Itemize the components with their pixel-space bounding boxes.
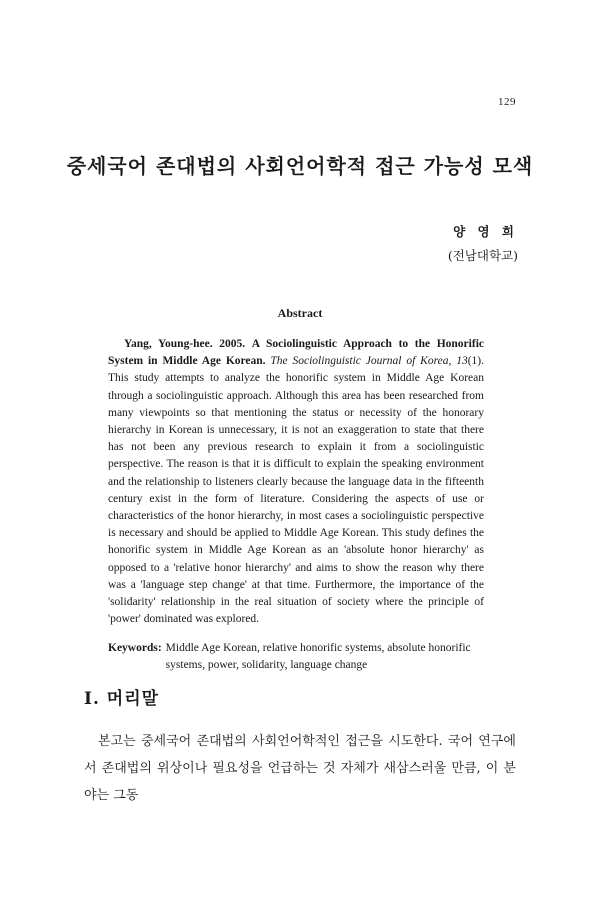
page-number: 129 (498, 96, 516, 108)
abstract-body (108, 336, 484, 628)
abstract-text: This study attempts to analyze the honorific system in Middle Age Korean through a sociolinguistic approach. Although this area has been researched from many viewpoints so that mentioning the status or necessity of the honorary hierarchy in Korean is unnecessary, it is not an exaggeration to state that there has not been any previous research to explain it from a sociolinguistic perspective. The reason is that it is difficult to explain the speaking environment and the relationship to listeners clearly because the language data in the fifteenth century exist in the form of literature. Considering the aspects of use or characteristics of the honor hierarchy, in most cases a sociolinguistic perspective is necessary and should be applied to Middle Age Korean. This study defines the honorific system in Middle Age Korean as an 'absolute honor hierarchy' as opposed to a 'relative honor hierarchy' and aims to show the reason why there was a 'language step change' at that time. Furthermore, the importance of the 'solidarity' relationship in the real situation of society where the principle of 'power' dominated was explored. (108, 372, 484, 626)
keywords-text: Middle Age Korean, relative honorific systems, absolute honorific systems, power, solidarity, language change (165, 642, 471, 671)
citation-journal: The Sociolinguistic Journal of Korea, (270, 355, 452, 368)
author-block (448, 222, 518, 264)
abstract-heading: Abstract (277, 306, 323, 320)
author-name: 양 영 희 (453, 224, 518, 239)
section-body-text: 본고는 중세국어 존대법의 사회언어학적인 접근을 시도한다. 국어 연구에서 존대법의 위상이나 필요성을 언급하는 것 자체가 새삼스러울 만큼, 이 분야는 그동 (84, 734, 516, 803)
citation-issue: (1). (467, 355, 485, 368)
author-affiliation: (전남대학교) (447, 248, 518, 263)
citation-title: A Sociolinguistic Approach to the Honorific System in Middle Age Korean. (108, 338, 484, 368)
paper-title: 중세국어 존대법의 사회언어학적 접근 가능성 모색 (66, 154, 534, 178)
keywords (108, 640, 484, 674)
keywords-label: Keywords: (108, 642, 162, 654)
section-heading: Ⅰ. 머리말 (84, 689, 160, 709)
citation-volume: 13 (456, 355, 468, 368)
citation-author: Yang, Young-hee. 2005. (124, 338, 246, 350)
